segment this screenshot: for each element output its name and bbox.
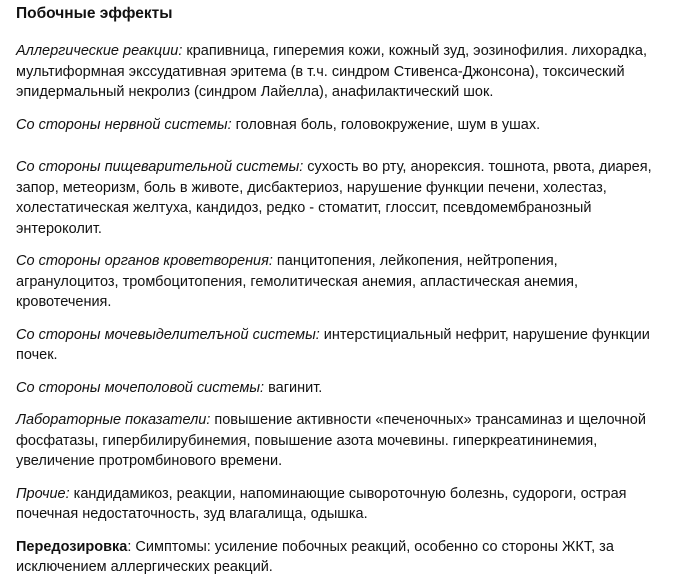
section-allergic <box>16 41 664 103</box>
section-label: Передозировка <box>16 538 128 555</box>
section-urinary <box>16 325 664 366</box>
section-label: Со стороны мочеполовой системы: <box>16 379 265 396</box>
section-text: кандидамикоз, реакции, напоминающие сывороточную болезнь, судороги, острая почечная недостаточность, зуд влагалища, одышка. <box>16 485 627 522</box>
section-text: интерстициальный нефрит, нарушение функции почек. <box>16 326 650 363</box>
section-blood <box>16 251 664 313</box>
section-other <box>16 484 664 525</box>
section-overdose <box>16 537 664 578</box>
section-text: панцитопения, лейкопения, нейтропения, агранулоцитоз, тромбоцитопения, гемолитическая анемия, апластическая анемия, кровотечения. <box>16 253 579 310</box>
section-text: вагинит. <box>264 379 323 396</box>
section-digestive <box>16 157 664 239</box>
section-genitourinary <box>16 378 664 399</box>
section-label: Со стороны мочевыделителъной системы: <box>16 326 320 343</box>
section-label: Прочие: <box>16 485 70 502</box>
section-label: Со стороны нервной системы: <box>16 116 232 133</box>
section-label: Со стороны пищеварительной системы: <box>16 159 304 175</box>
section-label: Лабораторные показатели: <box>16 412 211 428</box>
section-text: головная боль, головокружение, шум в ушах. <box>231 116 541 133</box>
section-text: повышение активности «печеночных» трансаминаз и щелочной фосфатазы, гипербилирубинемия, повышение азота мочевины. гиперкреатининемия, увеличение протромбинового времени. <box>16 412 646 469</box>
section-text: : Симптомы: усиление побочных реакций, особенно со стороны ЖКТ, за исключением аллергических реакций. <box>16 538 614 575</box>
section-label: Аллергические реакции: <box>16 43 183 59</box>
section-label: Со стороны органов кроветворения: <box>16 253 273 269</box>
section-text: крапивница, гиперемия кожи, кожный зуд, эозинофилия. лихорадка, мультиформная экссудативная эритема (в т.ч. синдром Стивенса-Джонсона), токсический эпидермальный некролиз (синдром Лайелла), анафилактический шок. <box>16 43 647 100</box>
section-nervous <box>16 115 664 136</box>
section-text: сухость во рту, анорексия. тошнота, рвота, диарея, запор, метеоризм, боль в животе, дисбактериоз, нарушение функции печени, холестаз, холестатическая желтуха, кандидоз, редко - стоматит, глоссит, псевдомембранозный энтероколит. <box>16 159 652 237</box>
page-title: Побочные эффекты <box>16 5 173 22</box>
section-lab <box>16 410 664 472</box>
